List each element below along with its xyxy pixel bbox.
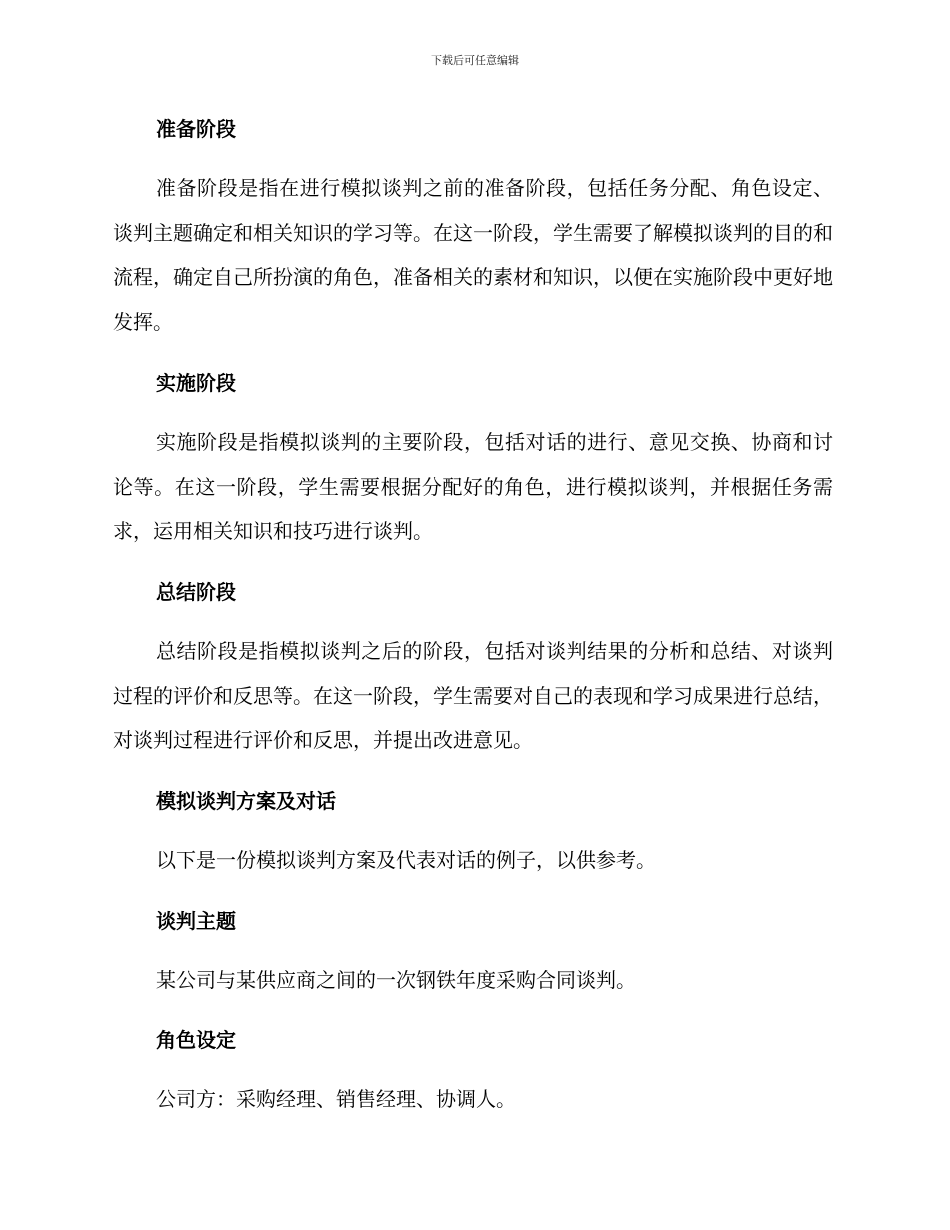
page-header: 下载后可任意编辑 <box>431 54 519 67</box>
section-heading: 角色设定 <box>156 1028 236 1053</box>
section-plan-and-dialogue <box>113 784 833 904</box>
document-body <box>113 112 833 1122</box>
section-heading: 模拟谈判方案及对话 <box>156 789 336 814</box>
section-roles <box>113 1023 833 1122</box>
section-paragraph: 某公司与某供应商之间的一次钢铁年度采购合同谈判。 <box>156 967 636 992</box>
section-implementation <box>113 366 833 575</box>
section-heading: 实施阶段 <box>156 370 236 395</box>
section-heading: 准备阶段 <box>156 117 236 141</box>
section-topic <box>113 904 833 1024</box>
section-heading: 总结阶段 <box>156 579 236 604</box>
section-paragraph: 实施阶段是指模拟谈判的主要阶段，包括对话的进行、意见交换、协商和讨论等。在这一阶段，学生需要根据分配好的角色，进行模拟谈判，并根据任务需求，运用相关知识和技巧进行谈判。 <box>113 429 833 544</box>
section-heading: 谈判主题 <box>156 908 236 933</box>
section-paragraph: 以下是一份模拟谈判方案及代表对话的例子，以供参考。 <box>156 848 656 873</box>
section-paragraph: 公司方：采购经理、销售经理、协调人。 <box>156 1087 516 1112</box>
section-paragraph: 总结阶段是指模拟谈判之后的阶段，包括对谈判结果的分析和总结、对谈判过程的评价和反思等。在这一阶段，学生需要对自己的表现和学习成果进行总结，对谈判过程进行评价和反思，并提出改进意见。 <box>113 638 833 753</box>
section-paragraph: 准备阶段是指在进行模拟谈判之前的准备阶段，包括任务分配、角色设定、谈判主题确定和相关知识的学习等。在这一阶段，学生需要了解模拟谈判的目的和流程，确定自己所扮演的角色，准备相关的素材和知识，以便在实施阶段中更好地发挥。 <box>113 176 833 335</box>
section-summary <box>113 575 833 784</box>
section-preparation <box>113 112 833 366</box>
